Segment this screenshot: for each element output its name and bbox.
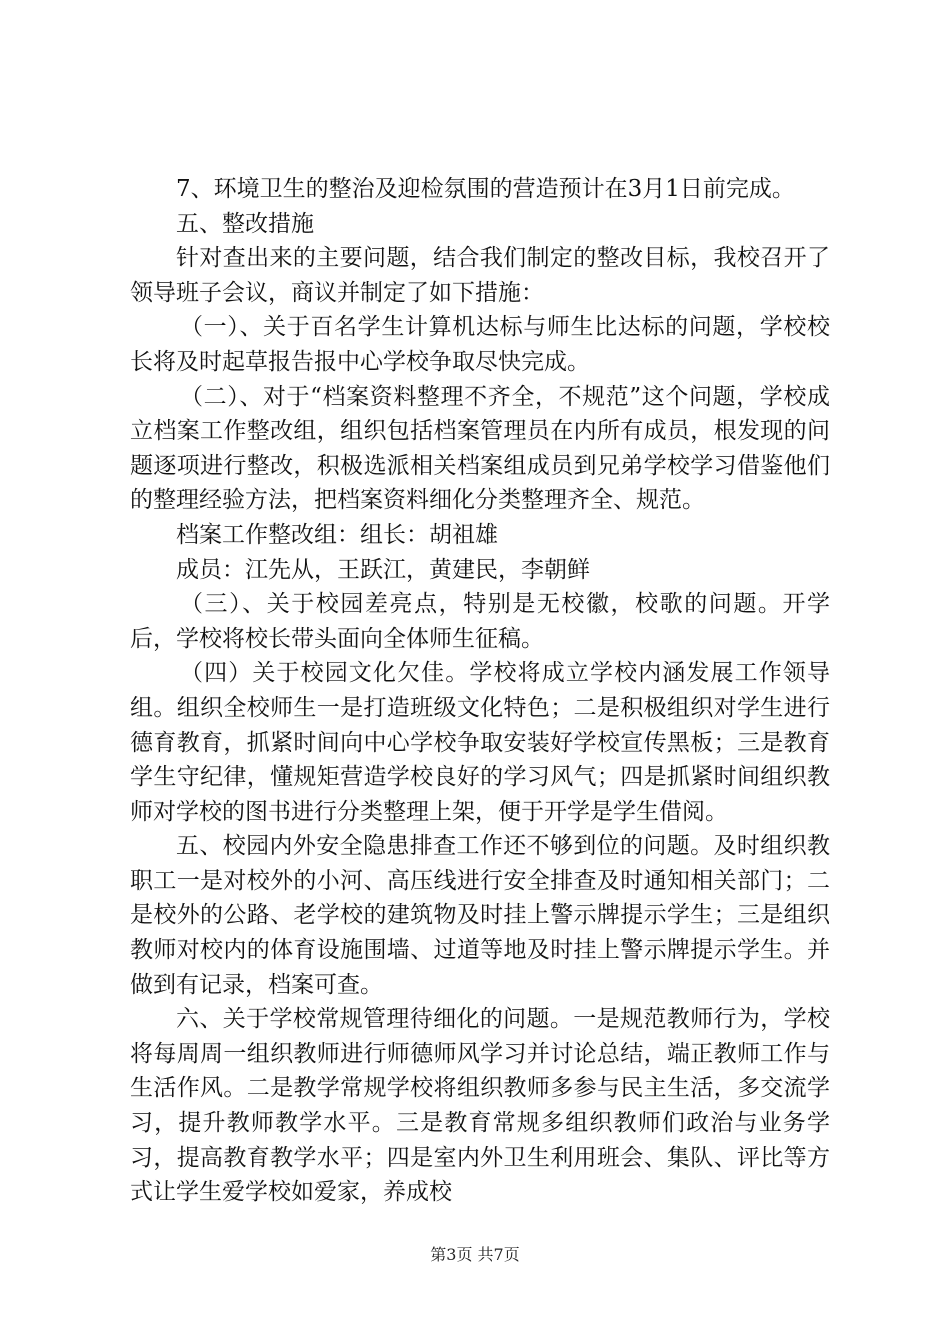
paragraph-archive-group-leader: 档案工作整改组：组长：胡祖雄: [176, 521, 498, 548]
paragraph-measure-5-safety: 五、校园内外安全隐患排查工作还不够到位的问题。及时组织教职工一是对校外的小河、高压线进行安全排查及时通知相关部门；二是校外的公路、老学校的建筑物及时挂上警示牌提示学生；三是组织教师对校内的体育设施围墙、过道等地及时挂上警示牌提示学生。并做到有记录，档案可查。: [130, 833, 830, 998]
paragraph-intro-measures: 针对查出来的主要问题，结合我们制定的整改目标，我校召开了领导班子会议，商议并制定了如下措施：: [130, 245, 830, 306]
page-number-footer: 第3页 共7页: [430, 1245, 520, 1264]
paragraph-item-7: 7、环境卫生的整治及迎检氛围的营造预计在3月1日前完成。: [176, 176, 795, 202]
document-body: [130, 172, 830, 1210]
paragraph-measure-2: （二）、对于“档案资料整理不齐全，不规范”这个问题，学校成立档案工作整改组，组织包括档案管理员在内所有成员，根发现的问题逐项进行整改，积极选派相关档案组成员到兄弟学校学习借鉴他们的整理经验方法，把档案资料细化分类整理齐全、规范。: [130, 383, 830, 514]
paragraph-archive-group-members: 成员：江先从，王跃江，黄建民，李朝鲜: [176, 556, 590, 583]
paragraph-measure-6-management: 六、关于学校常规管理待细化的问题。一是规范教师行为，学校将每周周一组织教师进行师德师风学习并讨论总结，端正教师工作与生活作风。二是教学常规学校将组织教师多参与民主生活，多交流学习，提升教师教学水平。三是教育常规多组织教师们政治与业务学习，提高教育教学水平；四是室内外卫生利用班会、集队、评比等方式让学生爱学校如爱家，养成校: [130, 1006, 830, 1206]
paragraph-measure-4: （四）关于校园文化欠佳。学校将成立学校内涵发展工作领导组。组织全校师生一是打造班级文化特色；二是积极组织对学生进行德育教育，抓紧时间向中心学校争取安装好学校宣传黑板；三是教育学生守纪律，懂规矩营造学校良好的学习风气；四是抓紧时间组织教师对学校的图书进行分类整理上架，便于开学是学生借阅。: [130, 660, 830, 825]
paragraph-measure-3: （三）、关于校园差亮点，特别是无校徽，校歌的问题。开学后，学校将校长带头面向全体师生征稿。: [130, 591, 830, 652]
section-heading-rectification-measures: 五、整改措施: [176, 210, 314, 237]
paragraph-measure-1: （一）、关于百名学生计算机达标与师生比达标的问题，学校校长将及时起草报告报中心学校争取尽快完成。: [130, 314, 830, 375]
